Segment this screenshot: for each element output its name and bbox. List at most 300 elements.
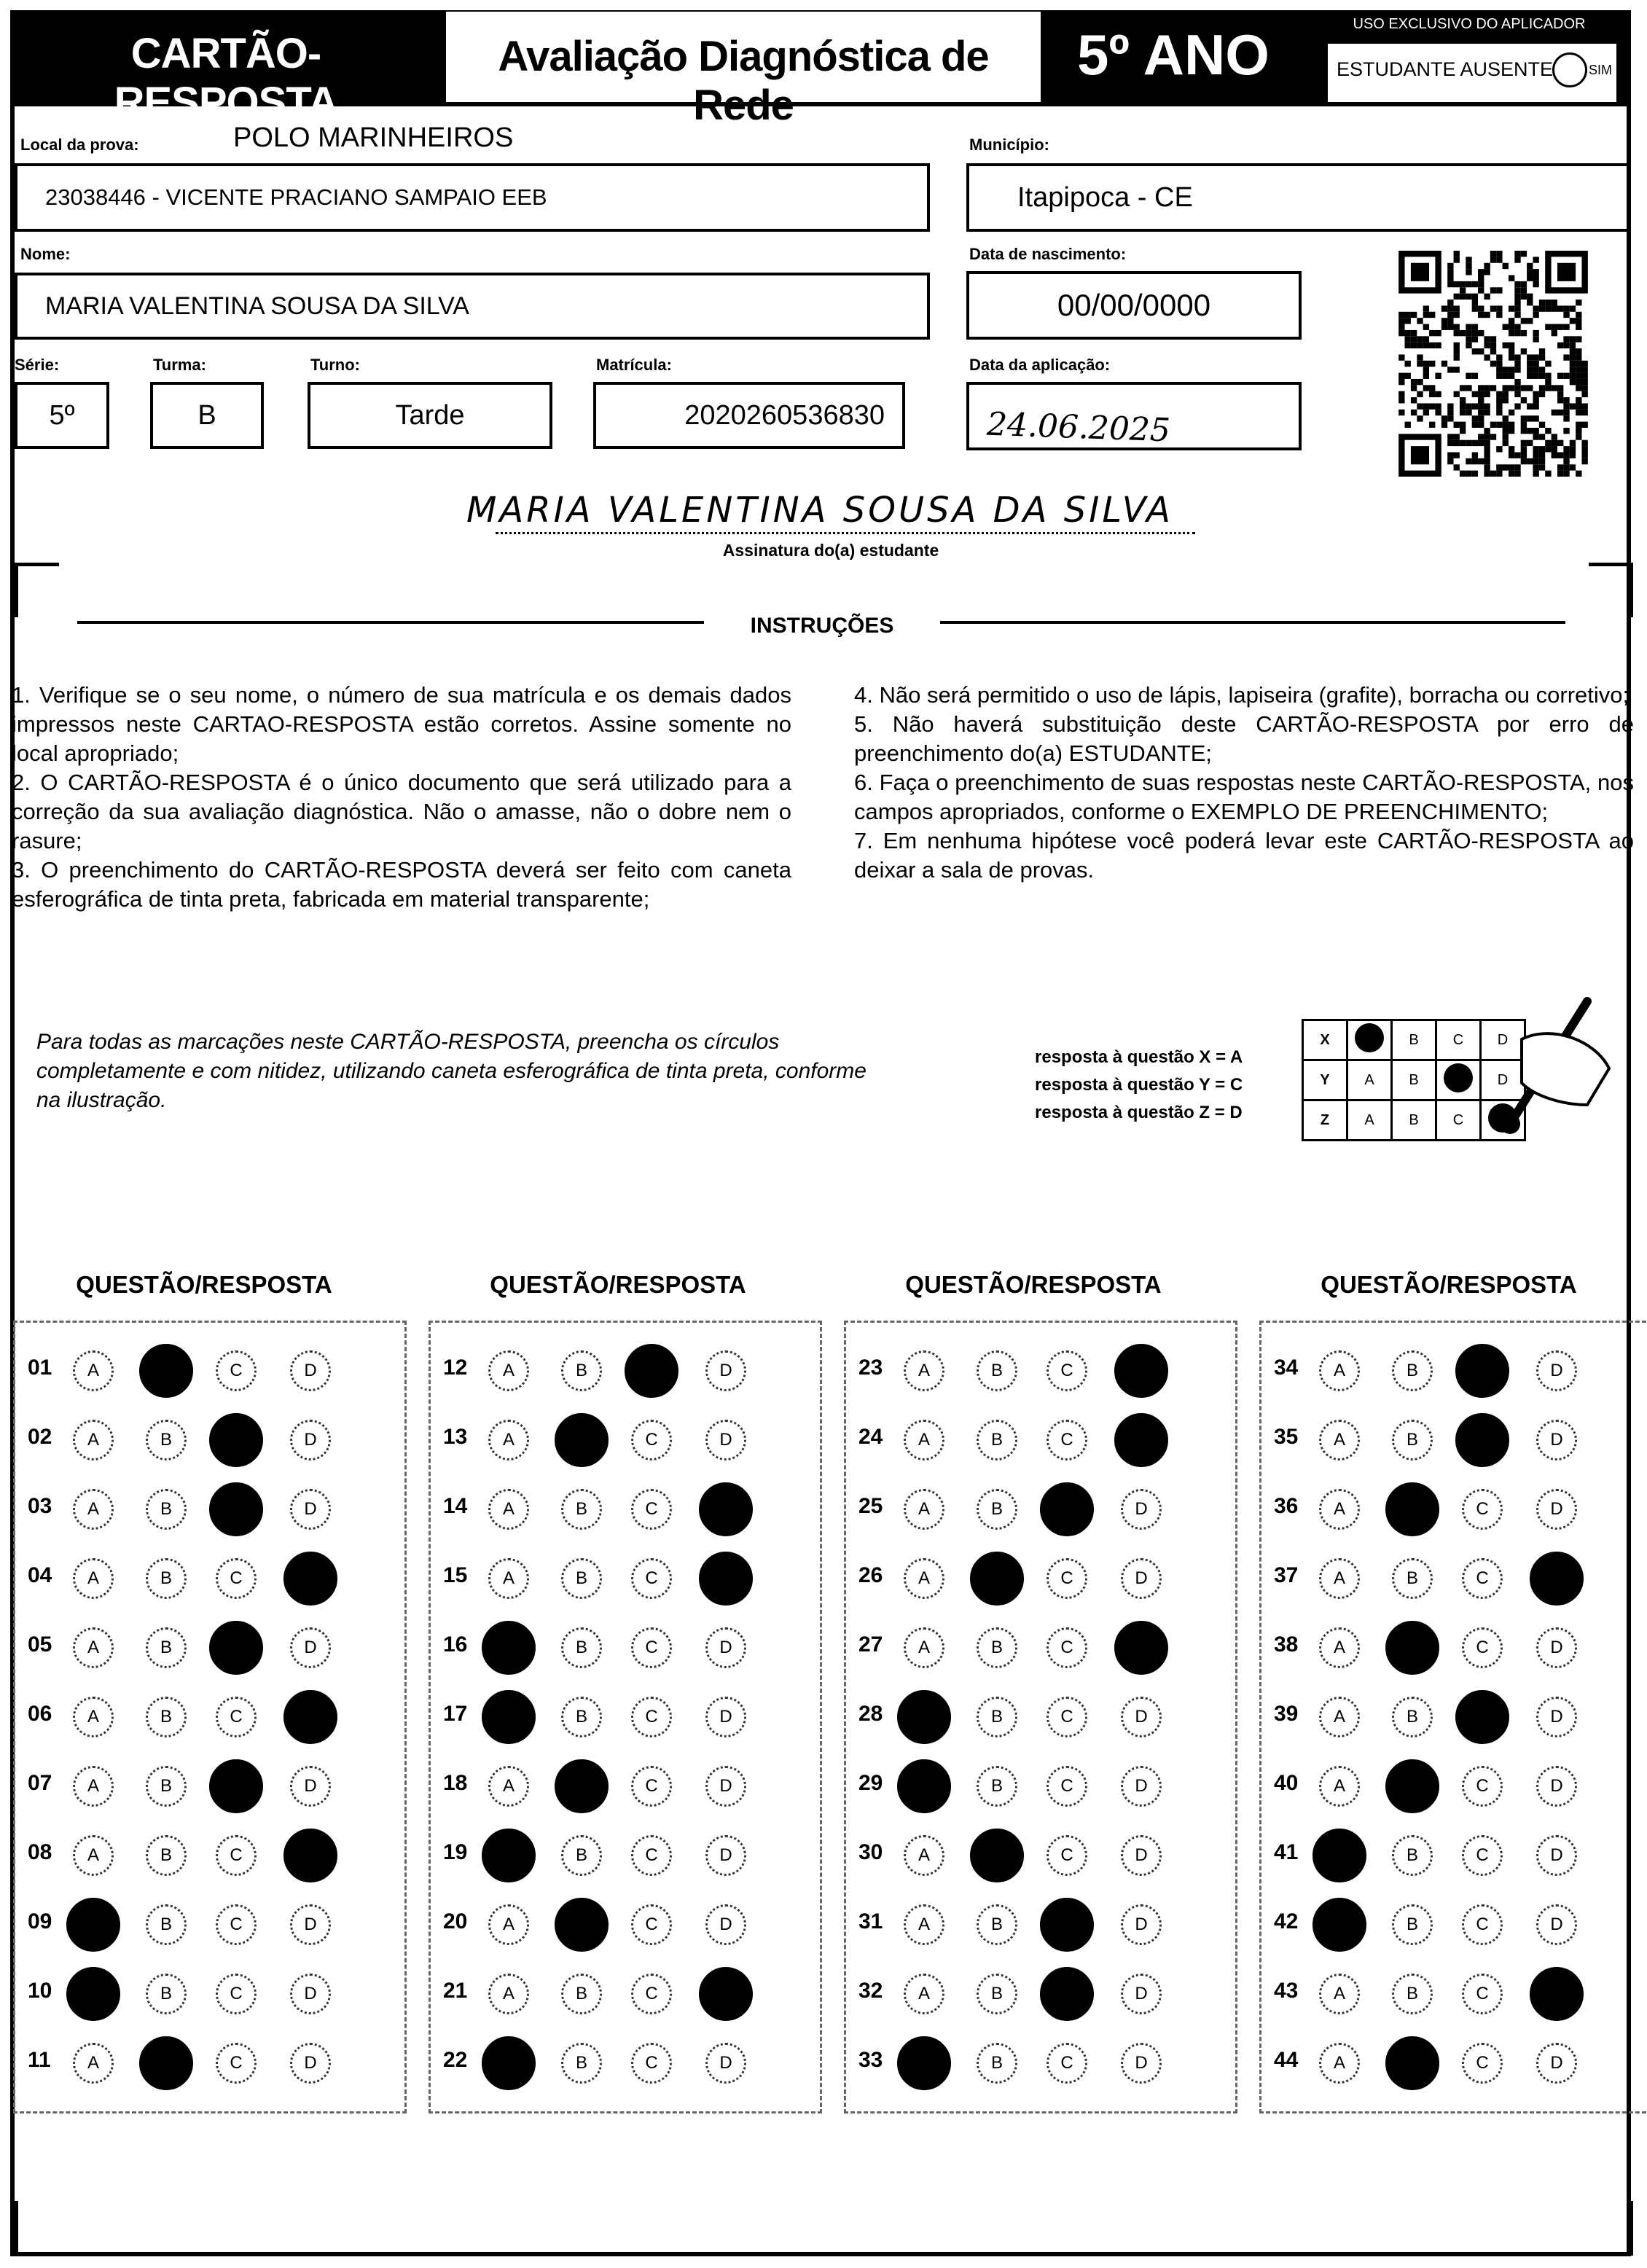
answer-bubble[interactable] xyxy=(146,1697,187,1737)
answer-bubble[interactable] xyxy=(1121,1697,1162,1737)
aplicacao-field xyxy=(966,382,1302,450)
option-letter: D xyxy=(1550,1915,1563,1934)
answer-bubble-filled[interactable] xyxy=(1114,1413,1168,1467)
nascimento-field xyxy=(966,271,1302,340)
answer-bubble[interactable] xyxy=(561,1558,602,1599)
answer-bubble[interactable] xyxy=(904,1420,944,1460)
answer-row xyxy=(1259,1761,1647,1812)
answer-bubble-filled[interactable] xyxy=(1312,1898,1366,1952)
answer-bubble[interactable] xyxy=(216,1974,257,2014)
option-letter: D xyxy=(719,1361,732,1380)
local-field xyxy=(15,163,930,232)
answer-bubble[interactable] xyxy=(290,1489,331,1530)
option-letter: C xyxy=(1476,1707,1489,1727)
answer-bubble[interactable] xyxy=(146,1420,187,1460)
municipio-label: Município: xyxy=(969,136,1049,154)
option-letter: B xyxy=(160,1776,172,1796)
answer-row xyxy=(844,2038,1237,2089)
option-letter: C xyxy=(230,2053,243,2073)
answer-bubble[interactable] xyxy=(1392,1974,1433,2014)
answer-bubble[interactable] xyxy=(1462,2043,1503,2084)
answer-bubble-filled[interactable] xyxy=(970,1829,1024,1882)
answer-bubble[interactable] xyxy=(1536,2043,1577,2084)
answer-bubble[interactable] xyxy=(561,2043,602,2084)
option-letter: A xyxy=(1333,1915,1345,1934)
answer-bubble[interactable] xyxy=(216,1558,257,1599)
answer-bubble-filled[interactable] xyxy=(209,1621,263,1675)
turno-value: Tarde xyxy=(395,399,465,431)
absent-bubble[interactable] xyxy=(1552,52,1587,87)
question-number: 17 xyxy=(443,1702,468,1726)
answer-bubble[interactable] xyxy=(904,1904,944,1945)
answer-bubble[interactable] xyxy=(216,1350,257,1391)
answer-bubble[interactable] xyxy=(1121,1974,1162,2014)
answer-bubble[interactable] xyxy=(73,1489,114,1530)
answer-bubble[interactable] xyxy=(1536,1489,1577,1530)
answer-bubble[interactable] xyxy=(977,1420,1017,1460)
answer-bubble[interactable] xyxy=(904,1835,944,1876)
answer-bubble[interactable] xyxy=(631,1904,672,1945)
option-letter: D xyxy=(1135,1707,1148,1727)
answer-bubble-filled[interactable] xyxy=(699,1552,753,1606)
answer-bubble[interactable] xyxy=(1536,1835,1577,1876)
answer-bubble[interactable] xyxy=(561,1974,602,2014)
option-letter: C xyxy=(1060,1984,1073,2003)
example-line-x: resposta à questão X = A xyxy=(1035,1047,1243,1067)
option-letter: A xyxy=(502,1430,515,1450)
option-letter: C xyxy=(1060,1430,1073,1450)
option-letter: D xyxy=(1135,1499,1148,1519)
answer-bubble-filled[interactable] xyxy=(555,1898,609,1952)
answer-bubble[interactable] xyxy=(904,1974,944,2014)
answer-bubble[interactable] xyxy=(146,1904,187,1945)
instructions-title: INSTRUÇÕES xyxy=(750,614,894,638)
option-letter: A xyxy=(918,1776,930,1796)
option-letter: C xyxy=(230,1568,243,1588)
instructions-rule-right xyxy=(940,621,1565,624)
option-letter: C xyxy=(1060,1845,1073,1865)
answer-bubble[interactable] xyxy=(73,1835,114,1876)
answer-bubble[interactable] xyxy=(1392,1350,1433,1391)
nascimento-value: 00/00/0000 xyxy=(1057,288,1211,322)
answer-bubble[interactable] xyxy=(488,1558,529,1599)
option-letter: B xyxy=(160,1499,172,1519)
answer-bubble[interactable] xyxy=(1121,1835,1162,1876)
option-letter: A xyxy=(1333,1361,1345,1380)
answer-bubble-filled[interactable] xyxy=(1530,1552,1584,1606)
option-letter: C xyxy=(645,1361,658,1380)
answer-bubble-filled[interactable] xyxy=(1455,1690,1509,1744)
question-number: 09 xyxy=(28,1909,52,1933)
answer-row xyxy=(429,1899,822,1950)
answer-bubble[interactable] xyxy=(1462,1627,1503,1668)
nome-field xyxy=(15,273,930,340)
answer-bubble-filled[interactable] xyxy=(209,1482,263,1536)
answer-bubble[interactable] xyxy=(1392,1697,1433,1737)
answer-bubble[interactable] xyxy=(290,1766,331,1807)
answer-bubble[interactable] xyxy=(705,1904,746,1945)
answer-row xyxy=(844,1692,1237,1743)
question-number: 10 xyxy=(28,1979,52,2003)
answer-bubble-filled[interactable] xyxy=(283,1829,337,1882)
option-letter: D xyxy=(719,1499,732,1519)
answer-bubble[interactable] xyxy=(631,1489,672,1530)
answer-bubble[interactable] xyxy=(216,1697,257,1737)
answer-bubble[interactable] xyxy=(488,1420,529,1460)
answer-bubble[interactable] xyxy=(1536,1420,1577,1460)
answer-bubble-filled[interactable] xyxy=(1385,1621,1439,1675)
answer-bubble-filled[interactable] xyxy=(699,1967,753,2021)
absent-label: ESTUDANTE AUSENTE xyxy=(1337,58,1554,80)
answer-bubble[interactable] xyxy=(1319,1420,1360,1460)
option-letter: B xyxy=(990,1776,1003,1796)
answer-bubble-filled[interactable] xyxy=(897,1759,951,1813)
answer-bubble[interactable] xyxy=(1047,1558,1087,1599)
option-letter: D xyxy=(1135,2053,1148,2073)
question-number: 38 xyxy=(1274,1632,1299,1657)
answer-bubble[interactable] xyxy=(705,1766,746,1807)
answer-bubble[interactable] xyxy=(1462,1766,1503,1807)
answer-bubble[interactable] xyxy=(1121,1558,1162,1599)
question-number: 29 xyxy=(858,1771,883,1795)
answer-bubble-filled[interactable] xyxy=(625,1344,678,1398)
answer-bubble[interactable] xyxy=(561,1697,602,1737)
answer-bubble[interactable] xyxy=(977,1697,1017,1737)
answer-bubble[interactable] xyxy=(1319,1974,1360,2014)
answer-bubble[interactable] xyxy=(1047,1766,1087,1807)
answer-bubble[interactable] xyxy=(146,1974,187,2014)
answer-bubble[interactable] xyxy=(977,1904,1017,1945)
answer-row xyxy=(13,1830,407,1881)
answer-bubble[interactable] xyxy=(488,1766,529,1807)
answer-bubble[interactable] xyxy=(1121,2043,1162,2084)
option-letter: C xyxy=(1476,2053,1489,2073)
answer-bubble-filled[interactable] xyxy=(1455,1344,1509,1398)
question-number: 37 xyxy=(1274,1563,1299,1587)
option-letter: D xyxy=(304,1568,317,1588)
answer-bubble-filled[interactable] xyxy=(283,1690,337,1744)
answer-bubble[interactable] xyxy=(1536,1697,1577,1737)
answer-bubble[interactable] xyxy=(1047,1835,1087,1876)
answer-bubble[interactable] xyxy=(1462,1558,1503,1599)
answer-bubble[interactable] xyxy=(904,1489,944,1530)
answer-bubble-filled[interactable] xyxy=(66,1967,120,2021)
answer-row xyxy=(429,1692,822,1743)
answer-bubble-filled[interactable] xyxy=(555,1413,609,1467)
answer-bubble[interactable] xyxy=(705,1350,746,1391)
answer-row xyxy=(429,1830,822,1881)
answer-bubble[interactable] xyxy=(290,1350,331,1391)
qr-code xyxy=(1398,251,1589,477)
example-option: B xyxy=(1392,1020,1436,1060)
answer-bubble-filled[interactable] xyxy=(482,1690,536,1744)
option-letter: C xyxy=(1476,1361,1489,1380)
answer-bubble[interactable] xyxy=(488,1904,529,1945)
answer-row xyxy=(844,1484,1237,1535)
option-letter: C xyxy=(645,1984,658,2003)
question-number: 21 xyxy=(443,1979,468,2003)
answer-bubble[interactable] xyxy=(1319,1558,1360,1599)
answer-bubble[interactable] xyxy=(1319,1627,1360,1668)
answer-bubble[interactable] xyxy=(1047,1627,1087,1668)
answer-bubble[interactable] xyxy=(73,1350,114,1391)
example-option: D xyxy=(1481,1060,1525,1100)
answer-bubble-filled[interactable] xyxy=(1040,1482,1094,1536)
answer-bubble-filled[interactable] xyxy=(897,1690,951,1744)
answer-bubble[interactable] xyxy=(216,1835,257,1876)
option-letter: C xyxy=(645,1707,658,1727)
answer-bubble[interactable] xyxy=(561,1350,602,1391)
answer-bubble-filled[interactable] xyxy=(1385,1482,1439,1536)
answer-bubble[interactable] xyxy=(977,1489,1017,1530)
answer-bubble[interactable] xyxy=(1319,1766,1360,1807)
answer-row xyxy=(844,1345,1237,1396)
answer-bubble[interactable] xyxy=(705,1697,746,1737)
answer-bubble[interactable] xyxy=(1462,1835,1503,1876)
option-letter: C xyxy=(1060,1568,1073,1588)
answer-bubble[interactable] xyxy=(216,1904,257,1945)
answer-bubble[interactable] xyxy=(1047,1420,1087,1460)
answer-bubble[interactable] xyxy=(488,1350,529,1391)
option-letter: C xyxy=(1476,1984,1489,2003)
option-letter: B xyxy=(1406,1361,1418,1380)
option-letter: D xyxy=(1135,1776,1148,1796)
option-letter: D xyxy=(1550,1430,1563,1450)
option-letter: A xyxy=(502,1915,515,1934)
option-letter: D xyxy=(304,1915,317,1934)
option-letter: D xyxy=(304,2053,317,2073)
option-letter: C xyxy=(1060,1707,1073,1727)
answer-bubble[interactable] xyxy=(1319,2043,1360,2084)
answer-bubble[interactable] xyxy=(1536,1350,1577,1391)
example-row-label: X xyxy=(1303,1020,1347,1060)
option-letter: B xyxy=(1406,1499,1418,1519)
option-letter: C xyxy=(1476,1776,1489,1796)
answer-row xyxy=(13,1622,407,1673)
option-letter: C xyxy=(230,1915,243,1934)
option-letter: D xyxy=(1135,1361,1148,1380)
answer-bubble[interactable] xyxy=(631,1697,672,1737)
option-letter: B xyxy=(1406,1568,1418,1588)
answer-bubble[interactable] xyxy=(146,1489,187,1530)
answer-bubble[interactable] xyxy=(977,2043,1017,2084)
answer-bubble[interactable] xyxy=(631,2043,672,2084)
question-number: 42 xyxy=(1274,1909,1299,1933)
answer-bubble[interactable] xyxy=(631,1835,672,1876)
option-letter: C xyxy=(1060,1638,1073,1657)
answer-bubble[interactable] xyxy=(631,1974,672,2014)
question-number: 36 xyxy=(1274,1494,1299,1518)
serie-field xyxy=(15,382,109,449)
answer-bubble[interactable] xyxy=(290,1627,331,1668)
answer-bubble[interactable] xyxy=(1121,1766,1162,1807)
answer-bubble[interactable] xyxy=(73,1420,114,1460)
answer-bubble[interactable] xyxy=(1536,1627,1577,1668)
option-letter: B xyxy=(575,1915,587,1934)
instruction-5: 5. Não haverá substituição deste CARTÃO-RESPOSTA por erro de preenchimento do(a) ESTUDANTE; xyxy=(854,711,1634,766)
answer-bubble[interactable] xyxy=(146,1558,187,1599)
answer-bubble-filled[interactable] xyxy=(1455,1413,1509,1467)
option-letter: B xyxy=(160,1568,172,1588)
answer-bubble[interactable] xyxy=(1392,1558,1433,1599)
answer-bubble[interactable] xyxy=(73,1558,114,1599)
answer-row xyxy=(1259,1830,1647,1881)
answer-bubble-filled[interactable] xyxy=(139,2036,193,2090)
answer-bubble[interactable] xyxy=(705,1835,746,1876)
answer-bubble[interactable] xyxy=(631,1766,672,1807)
answer-bubble[interactable] xyxy=(561,1627,602,1668)
option-letter: C xyxy=(645,1776,658,1796)
question-number: 34 xyxy=(1274,1356,1299,1380)
option-letter: B xyxy=(575,1568,587,1588)
answer-bubble-filled[interactable] xyxy=(699,1482,753,1536)
option-letter: C xyxy=(1060,1915,1073,1934)
option-letter: A xyxy=(87,1568,99,1588)
answer-bubble[interactable] xyxy=(488,1489,529,1530)
option-letter: C xyxy=(1476,1845,1489,1865)
option-letter: B xyxy=(1406,1845,1418,1865)
answer-bubble[interactable] xyxy=(1392,1904,1433,1945)
example-option: D xyxy=(1481,1020,1525,1060)
answer-bubble[interactable] xyxy=(1121,1489,1162,1530)
answer-bubble[interactable] xyxy=(904,1350,944,1391)
answer-bubble[interactable] xyxy=(73,1697,114,1737)
answer-bubble[interactable] xyxy=(705,2043,746,2084)
option-letter: D xyxy=(1135,1638,1148,1657)
answer-bubble[interactable] xyxy=(1536,1766,1577,1807)
option-letter: B xyxy=(990,1638,1003,1657)
option-letter: A xyxy=(918,1915,930,1934)
answer-bubble[interactable] xyxy=(146,1835,187,1876)
answer-bubble[interactable] xyxy=(977,1627,1017,1668)
answer-bubble-filled[interactable] xyxy=(555,1759,609,1813)
answer-bubble-filled[interactable] xyxy=(1114,1621,1168,1675)
option-letter: B xyxy=(160,1984,172,2003)
answer-bubble[interactable] xyxy=(1462,1974,1503,2014)
answer-row xyxy=(1259,1415,1647,1466)
answer-bubble[interactable] xyxy=(1319,1697,1360,1737)
answer-bubble-filled[interactable] xyxy=(1530,1967,1584,2021)
answer-bubble[interactable] xyxy=(290,1904,331,1945)
instructions-corner-tl xyxy=(15,563,59,617)
instructions-right xyxy=(854,681,1634,885)
option-letter: D xyxy=(1550,1638,1563,1657)
question-number: 01 xyxy=(28,1356,52,1380)
option-letter: B xyxy=(1406,2053,1418,2073)
answer-bubble[interactable] xyxy=(1392,1835,1433,1876)
option-letter: B xyxy=(160,2053,172,2073)
question-number: 05 xyxy=(28,1632,52,1657)
answer-bubble-filled[interactable] xyxy=(209,1413,263,1467)
answer-bubble-filled[interactable] xyxy=(66,1898,120,1952)
answer-bubble-filled[interactable] xyxy=(139,1344,193,1398)
answer-bubble[interactable] xyxy=(146,1627,187,1668)
option-letter: B xyxy=(160,1707,172,1727)
answer-bubble[interactable] xyxy=(705,1627,746,1668)
answer-bubble[interactable] xyxy=(977,1974,1017,2014)
answer-row xyxy=(429,1622,822,1673)
answer-bubble[interactable] xyxy=(216,2043,257,2084)
answer-bubble[interactable] xyxy=(290,2043,331,2084)
answer-bubble[interactable] xyxy=(631,1420,672,1460)
answer-bubble-filled[interactable] xyxy=(1040,1967,1094,2021)
answer-bubble[interactable] xyxy=(488,1974,529,2014)
example-row-label: Y xyxy=(1303,1060,1347,1100)
example-line-y: resposta à questão Y = C xyxy=(1035,1075,1243,1095)
answer-bubble[interactable] xyxy=(1462,1489,1503,1530)
answer-bubble[interactable] xyxy=(73,2043,114,2084)
answer-bubble[interactable] xyxy=(1047,1697,1087,1737)
answer-bubble[interactable] xyxy=(1047,1350,1087,1391)
option-letter: B xyxy=(160,1638,172,1657)
answer-row xyxy=(13,2038,407,2089)
answer-bubble[interactable] xyxy=(631,1627,672,1668)
answer-row xyxy=(1259,1345,1647,1396)
answer-bubble[interactable] xyxy=(1047,2043,1087,2084)
question-number: 40 xyxy=(1274,1771,1299,1795)
answer-bubble-filled[interactable] xyxy=(482,1829,536,1882)
option-letter: C xyxy=(1060,1776,1073,1796)
answer-bubble-filled[interactable] xyxy=(1385,1759,1439,1813)
answer-bubble[interactable] xyxy=(1121,1904,1162,1945)
option-letter: D xyxy=(1135,1568,1148,1588)
answer-bubble[interactable] xyxy=(631,1558,672,1599)
answer-bubble[interactable] xyxy=(705,1420,746,1460)
answer-row xyxy=(13,1692,407,1743)
answer-bubble-filled[interactable] xyxy=(1385,2036,1439,2090)
answer-bubble[interactable] xyxy=(73,1766,114,1807)
answer-bubble[interactable] xyxy=(73,1627,114,1668)
answer-bubble[interactable] xyxy=(977,1350,1017,1391)
question-number: 22 xyxy=(443,2048,468,2072)
option-letter: B xyxy=(990,1430,1003,1450)
answer-bubble[interactable] xyxy=(1319,1489,1360,1530)
answer-bubble[interactable] xyxy=(290,1420,331,1460)
question-number: 16 xyxy=(443,1632,468,1657)
example-legend xyxy=(1035,1044,1243,1127)
answer-bubble[interactable] xyxy=(904,1558,944,1599)
answer-bubble[interactable] xyxy=(1319,1350,1360,1391)
answer-bubble-filled[interactable] xyxy=(897,2036,951,2090)
option-letter: B xyxy=(990,1361,1003,1380)
answer-bubble-filled[interactable] xyxy=(482,2036,536,2090)
answer-bubble-filled[interactable] xyxy=(283,1552,337,1606)
answer-bubble-filled[interactable] xyxy=(1114,1344,1168,1398)
answer-bubble-filled[interactable] xyxy=(482,1621,536,1675)
answer-row xyxy=(1259,1692,1647,1743)
answer-bubble[interactable] xyxy=(561,1835,602,1876)
answer-bubble[interactable] xyxy=(1392,1420,1433,1460)
instructions-rule-left xyxy=(77,621,704,624)
answer-bubble[interactable] xyxy=(146,1766,187,1807)
option-letter: C xyxy=(1476,1915,1489,1934)
answer-bubble[interactable] xyxy=(904,1627,944,1668)
answer-bubble-filled[interactable] xyxy=(209,1759,263,1813)
answer-bubble-filled[interactable] xyxy=(970,1552,1024,1606)
answer-bubble-filled[interactable] xyxy=(1312,1829,1366,1882)
aplicacao-value: 24.06.2025 xyxy=(986,405,1171,449)
answer-row xyxy=(1259,1484,1647,1535)
answer-bubble[interactable] xyxy=(1536,1904,1577,1945)
option-letter: D xyxy=(1550,1984,1563,2003)
answer-bubble[interactable] xyxy=(1462,1904,1503,1945)
answer-bubble[interactable] xyxy=(561,1489,602,1530)
question-number: 19 xyxy=(443,1840,468,1864)
turma-field xyxy=(150,382,264,449)
answer-bubble-filled[interactable] xyxy=(1040,1898,1094,1952)
answer-bubble[interactable] xyxy=(290,1974,331,2014)
answer-bubble[interactable] xyxy=(977,1766,1017,1807)
